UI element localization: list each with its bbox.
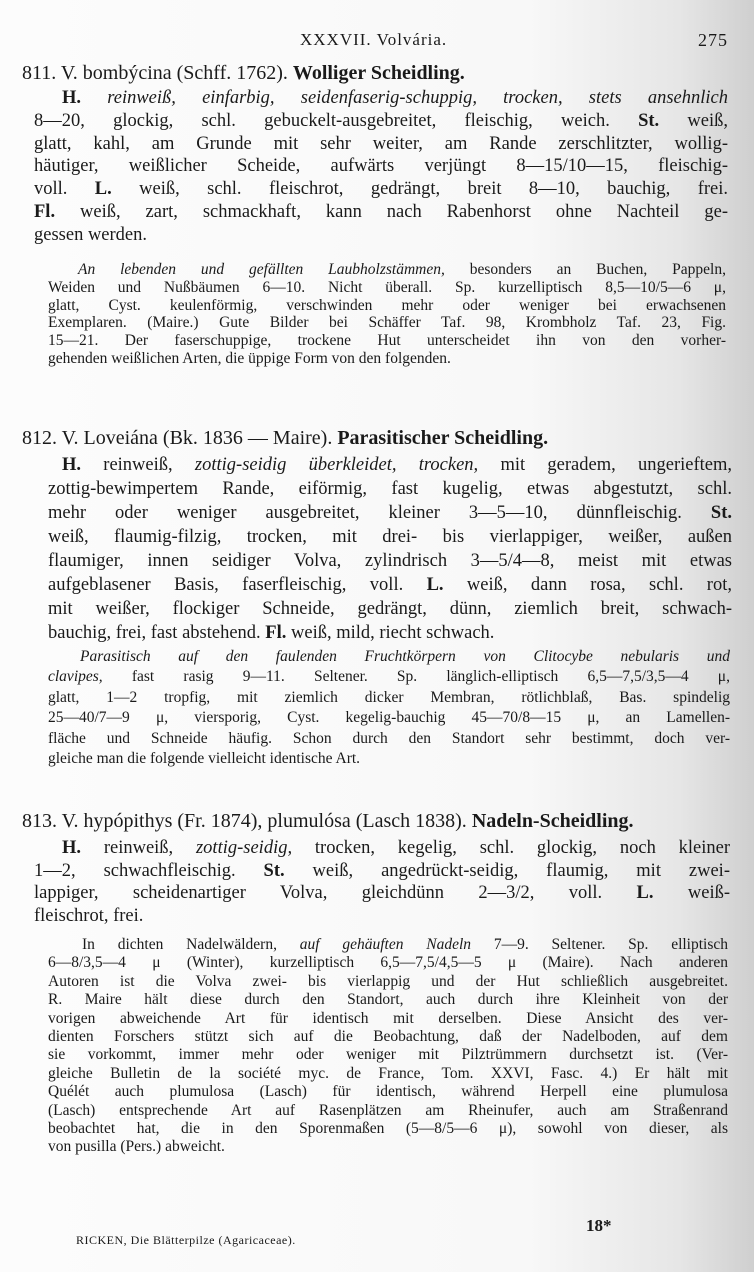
species-title (22, 810, 634, 833)
text-segment: 8—20, glockig, schl. gebuckelt-ausgebreitet, fleischig, weich. (34, 110, 639, 131)
text-line (34, 883, 730, 904)
italic-text: auf gehäuften Nadeln (299, 936, 472, 953)
text-segment: 811. V. bombýcina (Schff. 1762). (22, 62, 293, 84)
signature-mark: 18* (586, 1216, 612, 1235)
text-segment: glatt, 1—2 tropfig, mit ziemlich dicker Membran, rötlichblaß, Bas. spindelig (48, 688, 730, 706)
bold-keyword: H. (62, 88, 108, 108)
bold-keyword: H. (62, 455, 82, 475)
text-line (48, 279, 726, 297)
text-segment: gleiche Bulletin de la société myc. de France, Tom. XXVI, Fasc. 4.) Er hält mit (48, 1064, 728, 1082)
text-line (34, 202, 728, 223)
species-title (22, 427, 548, 450)
bold-keyword: L. (636, 883, 654, 904)
text-segment: sie vorkommt, immer mehr oder weniger mit Pilztrümmern durchsetzt ist. (Ver- (48, 1046, 728, 1064)
bold-keyword: Wolliger Scheidling. (292, 62, 465, 84)
italic-text: zottig-seidig überkleidet, trocken, (194, 455, 479, 475)
text-line (48, 332, 726, 350)
text-segment: weiß, angedrückt-seidig, flaumig, mit zwei- (284, 860, 730, 881)
text-segment: mit geradem, ungerieftem, (478, 455, 732, 475)
text-line (48, 479, 732, 500)
bold-keyword: L. (94, 179, 112, 200)
text-segment: 812. V. Loveiána (Bk. 1836 — Maire). (22, 427, 338, 449)
text-line (48, 668, 730, 686)
text-line (82, 936, 728, 954)
text-segment: In dichten Nadelwäldern, (82, 936, 300, 953)
bold-keyword: St. (638, 110, 660, 131)
text-line (34, 179, 728, 200)
text-line (48, 1138, 225, 1156)
text-segment: Quélét auch plumulosa (Lasch) für identisch, während Herpell eine plumulosa (48, 1083, 728, 1101)
italic-text: An lebenden und gefällten Laubholzstämmen, (78, 261, 445, 278)
text-segment: 7—9. Seltener. Sp. elliptisch (471, 936, 729, 953)
italic-text: zottig-seidig, (195, 838, 293, 858)
text-segment: mehr oder weniger ausgebreitet, kleiner 3—5—10, dünnfleischig. (48, 503, 711, 523)
text-line (48, 575, 732, 596)
text-line (48, 709, 730, 727)
text-segment: besonders an Buchen, Pappeln, (444, 261, 726, 278)
text-segment: 813. V. hypópithys (Fr. 1874), plumulósa (Lasch 1838). (22, 810, 472, 832)
text-segment: weiß, (659, 110, 728, 131)
text-segment: weiß, mild, riecht schwach. (286, 623, 495, 643)
text-line (48, 350, 451, 368)
running-header: XXXVII. Volvária. (300, 30, 448, 49)
text-line (48, 750, 360, 768)
text-segment: weiß, flaumig-filzig, trocken, mit drei- bis vierlappiger, weißer, außen (48, 527, 732, 547)
text-segment: vorigen abweichende Art für identisch mit derselben. Diese Ansicht des ver- (48, 1009, 728, 1027)
text-line (48, 1083, 728, 1101)
text-segment: fläche und Schneide häufig. Schon durch den Standort sehr bestimmt, doch ver- (48, 729, 730, 747)
text-line (48, 973, 728, 991)
text-segment: glatt, kahl, am Grunde mit sehr weiter, am Rande zerschlitzter, wollig- (34, 133, 728, 154)
text-segment: 15—21. Der faserschuppige, trockene Hut unterscheidet ihn von den vorher- (48, 332, 726, 350)
bold-keyword: H. (62, 838, 82, 858)
italic-text: reinweiß, einfarbig, seidenfaserig-schuppig, trocken, stets ansehnlich (107, 88, 729, 108)
text-segment: bauchig, frei, fast abstehend. (48, 623, 266, 643)
text-line (48, 623, 494, 644)
text-line (34, 225, 147, 246)
text-segment: fleischrot, frei. (34, 906, 144, 927)
text-segment: 1—2, schwachfleischig. (34, 860, 264, 881)
text-segment: von pusilla (Pers.) abweicht. (48, 1138, 225, 1156)
text-line (34, 134, 728, 155)
text-line (48, 991, 728, 1009)
text-line (48, 527, 732, 548)
text-line (48, 551, 732, 572)
text-line (62, 838, 730, 859)
text-line (48, 297, 726, 315)
text-segment: trocken, kegelig, schl. glockig, noch kleiner (292, 838, 730, 858)
text-line (48, 314, 726, 332)
text-line (48, 1120, 728, 1138)
text-line (34, 156, 728, 177)
text-line (62, 88, 728, 109)
text-segment: R. Maire hält diese durch den Standort, auch durch ihre Kleinheit von der (48, 991, 728, 1009)
text-line (48, 1028, 728, 1046)
text-segment: (Lasch) entsprechende Art auf Rasenplätzen am Rheinufer, auch am Straßenrand (48, 1101, 728, 1119)
text-segment: weiß, dann rosa, schl. rot, (443, 575, 732, 595)
text-segment: gleiche man die folgende vielleicht identische Art. (48, 750, 361, 767)
text-segment: reinweiß, (81, 455, 195, 475)
text-segment: weiß- (653, 883, 731, 904)
text-line (34, 906, 143, 927)
text-line (48, 689, 730, 707)
text-segment: aufgeblasener Basis, faserfleischig, voll. (48, 575, 427, 595)
text-line (48, 1010, 728, 1028)
text-segment: gessen werden. (34, 224, 148, 245)
text-line (48, 1102, 728, 1120)
text-line (48, 599, 732, 620)
text-segment: 25—40/7—9 μ, viersporig, Cyst. kegelig-bauchig 45—70/8—15 μ, an Lamellen- (48, 709, 730, 727)
italic-text: clavipes, (48, 668, 103, 686)
text-segment: zottig-bewimpertem Rande, eiförmig, fast kugelig, etwas abgestutzt, schl. (48, 479, 732, 499)
text-segment: gehenden weißlichen Arten, die üppige Form von den folgenden. (48, 350, 451, 367)
text-line (34, 111, 728, 132)
text-line (48, 1065, 728, 1083)
text-line (80, 648, 730, 666)
text-segment: mit weißer, flockiger Schneide, gedrängt, dünn, ziemlich breit, schwach- (48, 599, 732, 619)
text-line (48, 503, 732, 524)
bold-keyword: Parasitischer Scheidling. (337, 427, 549, 449)
text-segment: Weiden und Nußbäumen 6—10. Nicht überall. Sp. kurzelliptisch 8,5—10/5—6 μ, (48, 278, 726, 296)
text-segment: glatt, Cyst. keulenförmig, verschwinden mehr oder weniger bei erwachsenen (48, 296, 726, 314)
text-segment: lappiger, scheidenartiger Volva, gleichdünn 2—3/2, voll. (34, 883, 637, 904)
text-segment: weiß, schl. fleischrot, gedrängt, breit 8—10, bauchig, frei. (111, 179, 728, 200)
footer-citation: RICKEN, Die Blätterpilze (Agaricaceae). (76, 1233, 296, 1247)
text-line (48, 730, 730, 748)
text-line (48, 954, 728, 972)
text-segment: fast rasig 9—11. Seltener. Sp. länglich-elliptisch 6,5—7,5/3,5—4 μ, (102, 668, 730, 686)
text-segment: 6—8/3,5—4 μ (Winter), kurzelliptisch 6,5—7,5/4,5—5 μ (Maire). Nach anderen (48, 954, 728, 972)
text-segment: Exemplaren. (Maire.) Gute Bilder bei Schäffer Taf. 98, Krombholz Taf. 23, Fig. (48, 314, 726, 332)
text-line (62, 455, 732, 476)
text-line (48, 1046, 728, 1064)
text-line (34, 861, 730, 882)
text-segment: dienten Forschers stützt sich auf die Beobachtung, daß der Nadelboden, auf dem (48, 1028, 728, 1045)
text-segment: flaumiger, innen seidiger Volva, zylindrisch 3—5/4—8, meist mit etwas (48, 551, 732, 571)
bold-keyword: St. (710, 503, 732, 523)
text-segment: häutiger, weißlicher Scheide, aufwärts verjüngt 8—15/10—15, fleischig- (34, 156, 728, 177)
species-title (22, 62, 465, 85)
bold-keyword: Fl. (34, 202, 56, 222)
text-line (78, 261, 726, 279)
text-segment: weiß, zart, schmackhaft, kann nach Rabenhorst ohne Nachteil ge- (55, 202, 728, 222)
bold-keyword: St. (263, 860, 285, 881)
bold-keyword: Fl. (265, 623, 287, 643)
text-segment: Autoren ist die Volva zwei- bis vierlappig und der Hut schließlich ausgebreitet. (48, 972, 728, 990)
bold-keyword: Nadeln-Scheidling. (471, 810, 634, 832)
bold-keyword: L. (426, 575, 444, 595)
text-segment: reinweiß, (81, 838, 196, 858)
italic-text: Parasitisch auf den faulenden Fruchtkörpern von Clitocybe nebularis und (80, 648, 730, 665)
page-number: 275 (698, 30, 728, 50)
text-segment: voll. (34, 179, 95, 200)
text-segment: beobachtet hat, die in den Sporenmaßen (5—8/5—6 μ), sowohl von dieser, als (48, 1120, 728, 1137)
